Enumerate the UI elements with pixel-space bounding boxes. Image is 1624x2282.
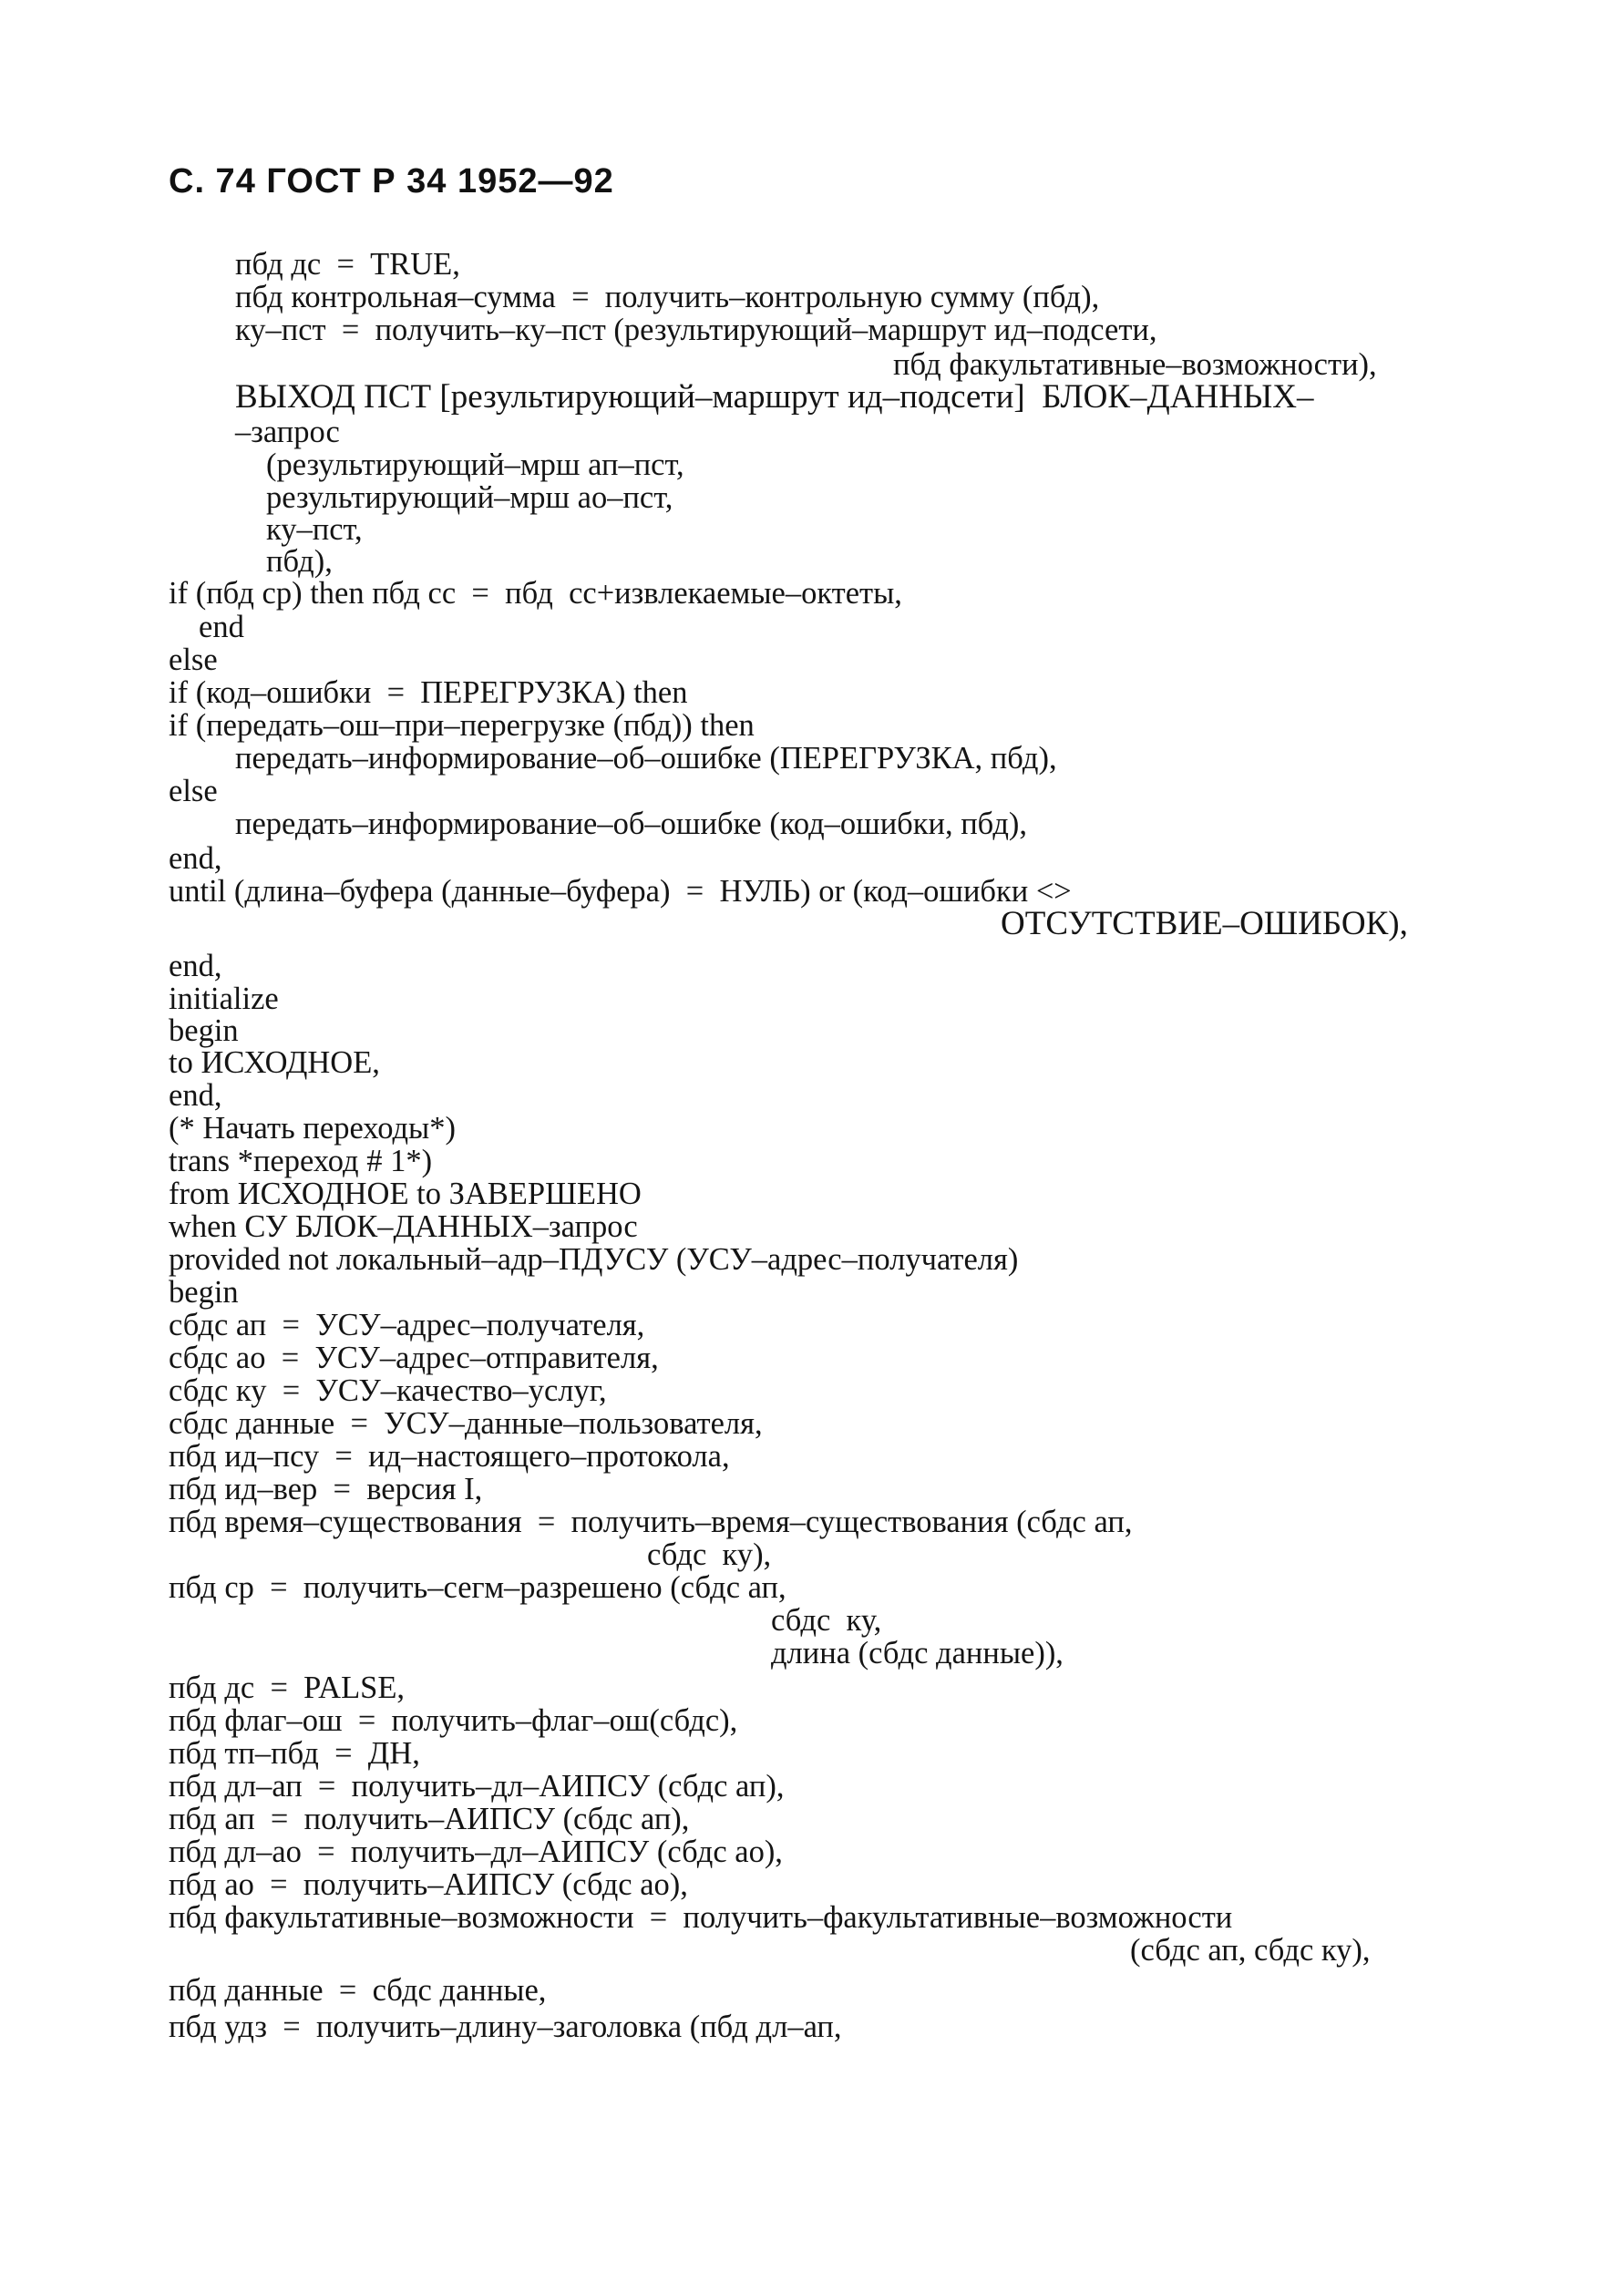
code-line: пбд дс = TRUE, xyxy=(235,247,460,282)
code-line: пбд дл–ао = получить–дл–АИПСУ (сбдс ао), xyxy=(169,1835,783,1869)
code-line: initialize xyxy=(169,982,279,1016)
code-line: пбд ап = получить–АИПСУ (сбдс ап), xyxy=(169,1802,690,1836)
code-line: сбдс ку = УСУ–качество–услуг, xyxy=(169,1373,607,1408)
code-line: пбд данные = сбдс данные, xyxy=(169,1973,547,2008)
code-line: trans *переход # 1*) xyxy=(169,1144,433,1178)
code-line: to ИСХОДНОЕ, xyxy=(169,1045,380,1080)
code-line: if (пбд ср) then пбд сс = пбд сс+извлекаемые–октеты, xyxy=(169,576,902,611)
code-line: передать–информирование–об–ошибке (код–ошибки, пбд), xyxy=(235,807,1028,841)
code-line: end, xyxy=(169,949,222,983)
code-line: сбдс ап = УСУ–адрес–получателя, xyxy=(169,1308,645,1342)
code-line: end, xyxy=(169,1078,222,1113)
code-line: передать–информирование–об–ошибке (ПЕРЕГРУЗКА, пбд), xyxy=(235,741,1057,776)
code-line: (сбдс ап, сбдс ку), xyxy=(1130,1933,1371,1968)
code-line: сбдс данные = УСУ–данные–пользователя, xyxy=(169,1406,763,1441)
code-line: пбд), xyxy=(266,544,333,579)
code-line: сбдс ку), xyxy=(647,1537,772,1572)
code-line: пбд ср = получить–сегм–разрешено (сбдс ап, xyxy=(169,1570,786,1605)
code-line: пбд удз = получить–длину–заголовка (пбд дл–ап, xyxy=(169,2010,842,2044)
code-line: begin xyxy=(169,1275,239,1310)
code-line: пбд ид–псу = ид–настоящего–протокола, xyxy=(169,1439,730,1474)
code-line: if (код–ошибки = ПЕРЕГРУЗКА) then xyxy=(169,675,688,710)
code-line: пбд ао = получить–АИПСУ (сбдс ао), xyxy=(169,1867,688,1902)
code-line: ку–пст, xyxy=(266,512,363,547)
code-line: результирующий–мрш ао–пст, xyxy=(266,480,673,515)
code-line: длина (сбдс данные)), xyxy=(771,1636,1064,1670)
code-line: ВЫХОД ПСТ [результирующий–маршрут ид–подсети] БЛОК–ДАННЫХ– xyxy=(235,378,1314,416)
code-line: пбд факультативные–возможности = получить–факультативные–возможности xyxy=(169,1900,1233,1935)
code-line: when СУ БЛОК–ДАННЫХ–запрос xyxy=(169,1209,638,1244)
code-line: if (передать–ош–при–перегрузке (пбд)) then xyxy=(169,708,755,743)
code-line: пбд контрольная–сумма = получить–контрольную сумму (пбд), xyxy=(235,280,1100,314)
code-line: пбд дс = PALSE, xyxy=(169,1670,406,1705)
code-line: else xyxy=(169,774,218,808)
code-line: ку–пст = получить–ку–пст (результирующий–маршрут ид–подсети, xyxy=(235,313,1157,347)
code-line: сбдс ао = УСУ–адрес–отправителя, xyxy=(169,1341,659,1375)
code-line: пбд флаг–ош = получить–флаг–ош(сбдс), xyxy=(169,1703,738,1738)
code-line: пбд время–существования = получить–время–существования (сбдс ап, xyxy=(169,1505,1133,1539)
code-line: until (длина–буфера (данные–буфера) = НУЛЬ) or (код–ошибки <> xyxy=(169,874,1072,909)
code-line: end xyxy=(199,610,244,644)
code-line: пбд факультативные–возможности), xyxy=(893,347,1377,382)
code-line: begin xyxy=(169,1013,239,1048)
code-line: ОТСУТСТВИЕ–ОШИБОК), xyxy=(1001,905,1408,942)
code-line: пбд тп–пбд = ДН, xyxy=(169,1736,420,1771)
code-line: from ИСХОДНОЕ to ЗАВЕРШЕНО xyxy=(169,1177,642,1211)
code-line: (* Начать переходы*) xyxy=(169,1111,456,1146)
code-line: (результирующий–мрш ап–пст, xyxy=(266,447,684,482)
code-line: сбдс ку, xyxy=(771,1603,882,1638)
code-line: пбд дл–ап = получить–дл–АИПСУ (сбдс ап), xyxy=(169,1769,785,1804)
code-line: else xyxy=(169,642,218,677)
page-header: С. 74 ГОСТ Р 34 1952—92 xyxy=(169,162,614,200)
code-line: пбд ид–вер = версия I, xyxy=(169,1472,483,1506)
code-line: provided not локальный–адр–ПДУСУ (УСУ–адрес–получателя) xyxy=(169,1242,1019,1277)
code-line: end, xyxy=(169,841,222,876)
code-line: –запрос xyxy=(235,415,340,449)
